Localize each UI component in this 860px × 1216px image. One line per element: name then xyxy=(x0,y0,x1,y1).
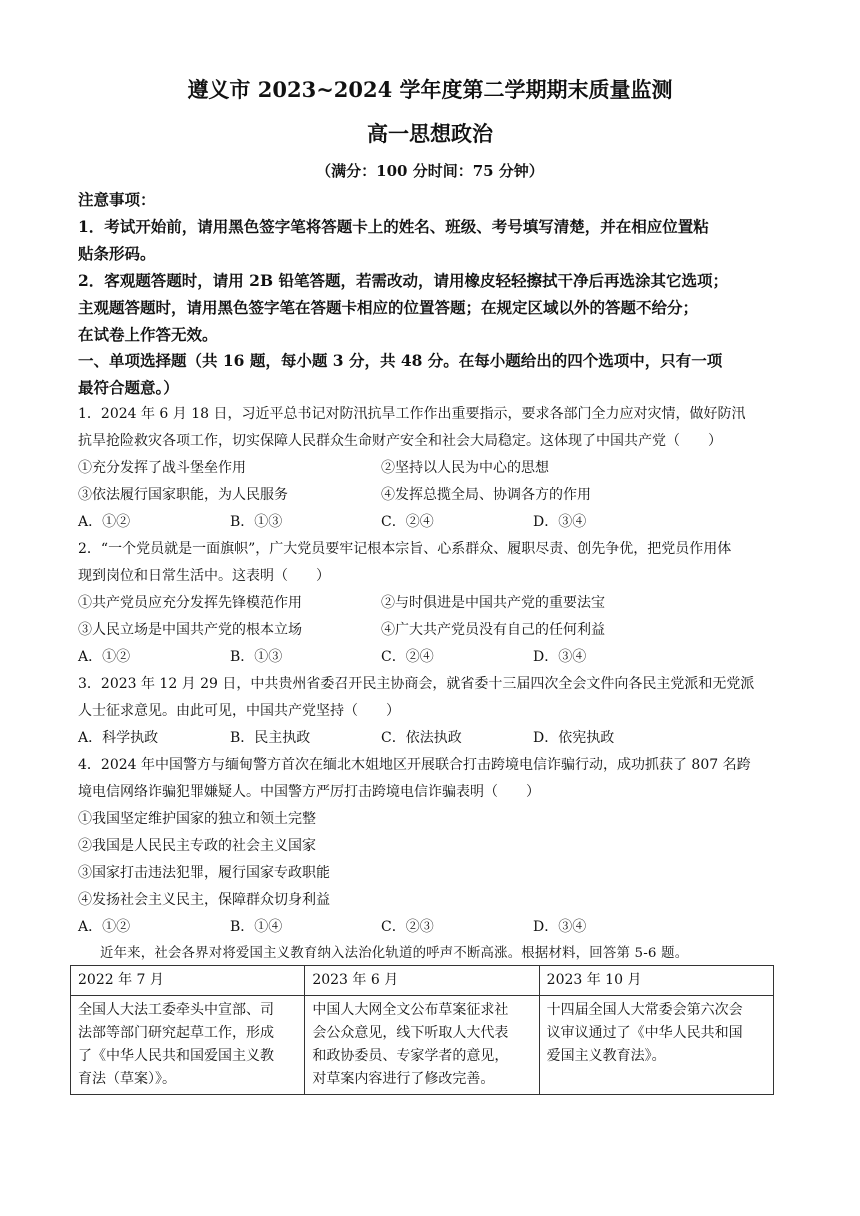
answer-choice: A．①② xyxy=(78,514,131,530)
statement-item: ③依法履行国家职能，为人民服务 xyxy=(78,487,288,503)
table-cell xyxy=(539,996,773,1095)
answer-choice: D．③④ xyxy=(533,919,587,935)
statement-item: ④发挥总揽全局、协调各方的作用 xyxy=(381,487,591,503)
statement-item: ①充分发挥了战斗堡垒作用 xyxy=(78,460,246,476)
notice-heading: 注意事项： xyxy=(78,190,156,209)
answer-choice: C．②④ xyxy=(381,514,434,530)
answer-choice: C．依法执政 xyxy=(381,730,462,746)
statement-item: ①共产党员应充分发挥先锋模范作用 xyxy=(78,595,302,611)
statement-item: ④广大共产党员没有自己的任何利益 xyxy=(381,622,605,638)
table-header-cell: 2022 年 7 月 xyxy=(71,966,305,996)
cell-line: 爱国主义教育法》。 xyxy=(546,1048,666,1064)
statement-item: ②与时俱进是中国共产党的重要法宝 xyxy=(381,595,605,611)
table-cell xyxy=(305,996,539,1095)
notice-line: 在试卷上作答无效。 xyxy=(78,325,218,344)
question-stem: 境电信网络诈骗犯罪嫌疑人。中国警方严厉打击跨境电信诈骗表明（ ） xyxy=(78,784,540,800)
question-stem: 抗旱抢险救灾各项工作，切实保障人民群众生命财产安全和社会大局稳定。这体现了中国共产党（ ） xyxy=(78,433,722,449)
table-header-cell: 2023 年 6 月 xyxy=(305,966,539,996)
table-header-row xyxy=(71,966,774,996)
notice-line: 贴条形码。 xyxy=(78,244,156,263)
cell-line: 全国人大法工委牵头中宣部、司 xyxy=(78,1002,274,1018)
cell-line: 育法（草案）》。 xyxy=(78,1071,176,1087)
cell-line: 议审议通过了《中华人民共和国 xyxy=(546,1025,743,1041)
cell-line: 了《中华人民共和国爱国主义教 xyxy=(78,1048,274,1064)
question-stem: 4．2024 年中国警方与缅甸警方首次在缅北木姐地区开展联合打击跨境电信诈骗行动，成功抓获了 807 名跨 xyxy=(78,757,751,773)
cell-line: 会公众意见，线下听取人大代表 xyxy=(312,1025,509,1041)
question-stem: 人士征求意见。由此可见，中国共产党坚持（ ） xyxy=(78,703,400,719)
statement-item: ②我国是人民民主专政的社会主义国家 xyxy=(78,838,316,854)
section-heading: 一、单项选择题（共 16 题，每小题 3 分，共 48 分。在每小题给出的四个选项中，只有一项 xyxy=(78,351,723,370)
cell-line: 法部等部门研究起草工作，形成 xyxy=(78,1025,274,1041)
question-stem: 现到岗位和日常生活中。这表明（ ） xyxy=(78,568,330,584)
exam-subject: 高一思想政治 xyxy=(367,121,493,146)
notice-line: 主观题答题时，请用黑色签字笔在答题卡相应的位置答题；在规定区域以外的答题不给分； xyxy=(78,298,699,317)
statement-item: ③国家打击违法犯罪，履行国家专政职能 xyxy=(78,865,330,881)
answer-choice: D．③④ xyxy=(533,514,587,530)
answer-choice: B．民主执政 xyxy=(230,730,311,746)
statement-item: ②坚持以人民为中心的思想 xyxy=(381,460,549,476)
answer-choice: B．①③ xyxy=(230,514,283,530)
answer-choice: D．③④ xyxy=(533,649,587,665)
question-stem: 2．“一个党员就是一面旗帜”，广大党员要牢记根本宗旨、心系群众、履职尽责、创先争优，把党员作用体 xyxy=(78,541,732,557)
table-header-cell: 2023 年 10 月 xyxy=(539,966,773,996)
exam-title: 遵义市 2023~2024 学年度第二学期期末质量监测 xyxy=(187,77,673,102)
notice-line: 1．考试开始前，请用黑色签字笔将答题卡上的姓名、班级、考号填写清楚，并在相应位置粘 xyxy=(78,217,709,236)
statement-item: ④发扬社会主义民主，保障群众切身利益 xyxy=(78,892,330,908)
answer-choice: B．①③ xyxy=(230,649,283,665)
material-intro: 近年来，社会各界对将爱国主义教育纳入法治化轨道的呼声不断高涨。根据材料，回答第 5-6 题。 xyxy=(100,946,689,961)
timeline-table xyxy=(70,965,774,1095)
table-cell xyxy=(71,996,305,1095)
statement-item: ①我国坚定维护国家的独立和领土完整 xyxy=(78,811,316,827)
cell-line: 对草案内容进行了修改完善。 xyxy=(312,1071,495,1087)
cell-line: 和政协委员、专家学者的意见， xyxy=(312,1048,509,1064)
question-stem: 1．2024 年 6 月 18 日，习近平总书记对防汛抗旱工作作出重要指示，要求各部门全力应对灾情，做好防汛 xyxy=(78,406,746,422)
answer-choice: A．①② xyxy=(78,649,131,665)
table-row xyxy=(71,996,774,1095)
cell-line: 十四届全国人大常委会第六次会 xyxy=(546,1002,743,1018)
cell-line: 中国人大网全文公布草案征求社 xyxy=(312,1002,509,1018)
section-heading: 最符合题意。） xyxy=(78,378,179,397)
answer-choice: C．②④ xyxy=(381,649,434,665)
exam-meta: （满分：100 分时间：75 分钟） xyxy=(316,162,544,180)
question-stem: 3．2023 年 12 月 29 日，中共贵州省委召开民主协商会，就省委十三届四次全会文件向各民主党派和无党派 xyxy=(78,676,755,692)
notice-line: 2．客观题答题时，请用 2B 铅笔答题，若需改动，请用橡皮轻轻擦拭干净后再选涂其它选项； xyxy=(78,271,728,290)
answer-choice: A．科学执政 xyxy=(78,730,159,746)
answer-choice: B．①④ xyxy=(230,919,283,935)
answer-choice: D．依宪执政 xyxy=(533,730,615,746)
answer-choice: A．①② xyxy=(78,919,131,935)
answer-choice: C．②③ xyxy=(381,919,434,935)
statement-item: ③人民立场是中国共产党的根本立场 xyxy=(78,622,302,638)
